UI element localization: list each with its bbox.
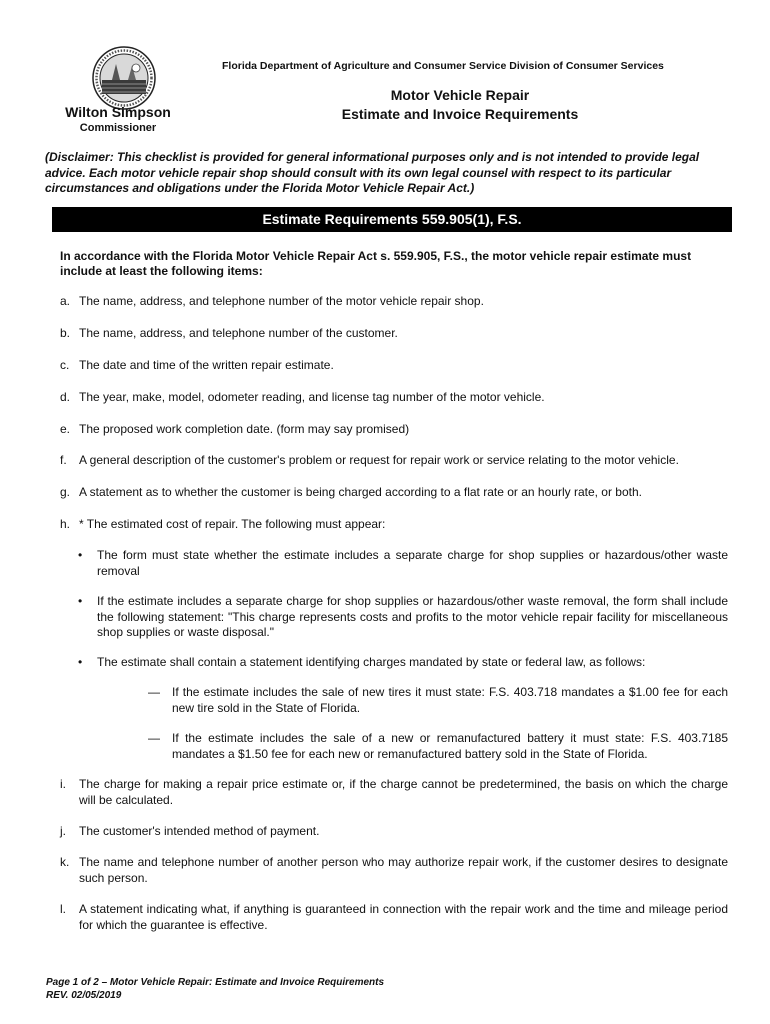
list-item-text: The name, address, and telephone number of the motor vehicle repair shop. bbox=[79, 294, 484, 308]
list-item-label: k. bbox=[60, 855, 70, 869]
list-item-label: h. bbox=[60, 517, 71, 531]
department-name: Florida Department of Agriculture and Consumer Service Division of Consumer Services bbox=[222, 60, 664, 72]
list-item-label: e. bbox=[60, 422, 71, 436]
list-item-text: The name, address, and telephone number of the customer. bbox=[79, 326, 398, 340]
dash-icon: — bbox=[148, 731, 160, 745]
list-item bbox=[60, 422, 728, 438]
commissioner-name: Wilton Simpson bbox=[65, 104, 171, 120]
sub-item-text: If the estimate includes the sale of new tires it must state: F.S. 403.718 mandates a $1.00 fee for each new tire sold in the State of Florida. bbox=[172, 685, 728, 715]
footer-revision: REV. 02/05/2019 bbox=[46, 990, 122, 1001]
section-heading: Estimate Requirements 559.905(1), F.S. bbox=[52, 207, 732, 232]
list-item bbox=[60, 855, 728, 886]
bullet-text: The form must state whether the estimate includes a separate charge for shop supplies or hazardous/other waste removal bbox=[97, 548, 728, 578]
bullet-text: The estimate shall contain a statement identifying charges mandated by state or federal law, as follows: bbox=[97, 655, 646, 669]
list-item-text: The charge for making a repair price estimate or, if the charge cannot be predetermined, the basis on which the charge will be calculated. bbox=[79, 777, 728, 807]
dash-icon: — bbox=[148, 685, 160, 699]
list-item-label: a. bbox=[60, 294, 71, 308]
document-title-line2: Estimate and Invoice Requirements bbox=[341, 106, 579, 122]
list-item bbox=[60, 902, 728, 933]
list-item bbox=[60, 358, 728, 374]
sub-item bbox=[148, 685, 728, 716]
sub-item-text: If the estimate includes the sale of a new or remanufactured battery it must state: F.S. 403.7185 mandates a $1.50 fee for each new or remanufactured battery sold in the State of Florida. bbox=[172, 731, 728, 761]
list-item-label: g. bbox=[60, 485, 71, 499]
bullet-item bbox=[78, 594, 728, 641]
bullet-item bbox=[78, 548, 728, 579]
list-item-label: c. bbox=[60, 358, 70, 372]
list-item bbox=[60, 824, 728, 840]
list-item bbox=[60, 485, 728, 501]
document-title bbox=[310, 86, 610, 124]
list-item bbox=[60, 517, 728, 533]
list-item-text: The proposed work completion date. (form may say promised) bbox=[79, 422, 410, 436]
list-item-text: A statement indicating what, if anything is guaranteed in connection with the repair work and the time and mileage period for which the guarantee is effective. bbox=[79, 902, 728, 932]
florida-agriculture-seal-icon bbox=[92, 46, 156, 110]
list-item-label: f. bbox=[60, 453, 67, 467]
list-item-text: The customer's intended method of payment. bbox=[79, 824, 320, 838]
disclaimer: (Disclaimer: This checklist is provided for general informational purposes only and is not intended to provide legal advice. Each motor vehicle repair shop should consult with its own legal counsel with respect to its particular circumstances and obligations under the Florida Motor Vehicle Repair Act.) bbox=[45, 150, 700, 195]
list-item bbox=[60, 390, 728, 406]
list-item-text: A statement as to whether the customer is being charged according to a flat rate or an hourly rate, or both. bbox=[79, 485, 642, 499]
bullet-item bbox=[78, 655, 728, 671]
list-item bbox=[60, 294, 728, 310]
list-item-label: j. bbox=[60, 824, 66, 838]
list-item-text: The date and time of the written repair estimate. bbox=[79, 358, 334, 372]
list-item-text: The name and telephone number of another person who may authorize repair work, if the customer desires to designate such person. bbox=[79, 855, 728, 885]
list-item bbox=[60, 453, 728, 469]
bullet-text: If the estimate includes a separate charge for shop supplies or hazardous/other waste removal, the form shall include the following statement: "This charge represents costs and profits to the motor vehicle repair facility for miscellaneous shop supplies or waste disposal." bbox=[97, 594, 728, 639]
section-intro: In accordance with the Florida Motor Vehicle Repair Act s. 559.905, F.S., the motor vehicle repair estimate must include at least the following items: bbox=[60, 249, 692, 278]
list-item bbox=[60, 326, 728, 342]
commissioner-title: Commissioner bbox=[79, 122, 157, 134]
list-item-text: * The estimated cost of repair. The following must appear: bbox=[79, 517, 386, 531]
document-title-line1: Motor Vehicle Repair bbox=[390, 87, 530, 103]
list-item-label: i. bbox=[60, 777, 66, 791]
sub-item bbox=[148, 731, 728, 762]
page-footer bbox=[46, 976, 384, 1002]
list-item-label: b. bbox=[60, 326, 71, 340]
list-item-label: l. bbox=[60, 902, 66, 916]
list-item bbox=[60, 777, 728, 808]
list-item-text: The year, make, model, odometer reading, and license tag number of the motor vehicle. bbox=[79, 390, 545, 404]
footer-page-info: Page 1 of 2 – Motor Vehicle Repair: Estimate and Invoice Requirements bbox=[46, 977, 385, 988]
bullet-icon: • bbox=[78, 548, 83, 562]
bullet-icon: • bbox=[78, 594, 83, 608]
list-item-text: A general description of the customer's problem or request for repair work or service relating to the motor vehicle. bbox=[79, 453, 679, 467]
list-item-label: d. bbox=[60, 390, 71, 404]
bullet-icon: • bbox=[78, 655, 83, 669]
